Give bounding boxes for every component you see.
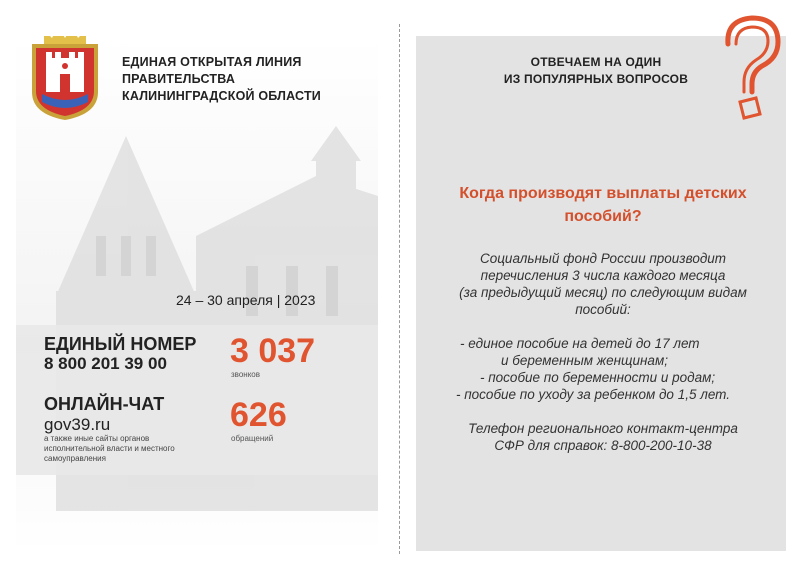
answer-list-item: и беременным женщинам;: [501, 353, 668, 368]
calls-caption: звонков: [231, 370, 260, 379]
chat-website: gov39.ru: [44, 415, 111, 434]
contact-line: СФР для справок: 8-800-200-10-38: [494, 438, 712, 453]
report-period: 24 – 30 апреля | 2023: [176, 292, 316, 308]
answer-list-item: - пособие по уходу за ребенком до 1,5 лет.: [456, 387, 731, 402]
chat-note-line: исполнительной власти и местного: [44, 444, 175, 453]
answer-list-item: - пособие по беременности и родам;: [480, 370, 716, 385]
faq-answer: [430, 250, 776, 454]
chat-note-line: а также иные сайты органов: [44, 434, 150, 443]
answer-line: перечисления 3 числа каждого месяца: [480, 268, 726, 283]
unified-phone-number: 8 800 201 39 00: [44, 354, 167, 373]
faq-header: [476, 54, 716, 88]
dashed-divider: [399, 24, 400, 554]
faq-question: [430, 182, 776, 228]
header-line: ЕДИНАЯ ОТКРЫТАЯ ЛИНИЯ: [122, 55, 302, 69]
answer-line: Социальный фонд России производит: [479, 251, 727, 266]
answer-line: пособий:: [575, 302, 631, 317]
contact-line: Телефон регионального контакт-центра: [468, 421, 738, 436]
chat-note-line: самоуправления: [44, 454, 106, 463]
online-chat-label: ОНЛАЙН-ЧАТ: [44, 394, 165, 414]
question-line: пособий?: [564, 208, 642, 225]
question-mark-icon: [716, 10, 786, 128]
faq-header-line: ОТВЕЧАЕМ НА ОДИН: [530, 55, 662, 69]
faq-header-line: ИЗ ПОПУЛЯРНЫХ ВОПРОСОВ: [503, 72, 689, 86]
header-line: ПРАВИТЕЛЬСТВА: [122, 72, 236, 86]
kaliningrad-coat-of-arms-icon: [26, 36, 104, 122]
hotline-header: [122, 54, 372, 105]
answer-line: (за предыдущий месяц) по следующим видам: [459, 285, 747, 300]
chat-requests-count: 626: [230, 396, 287, 434]
answer-list-item: - единое пособие на детей до 17 лет: [460, 336, 700, 351]
question-line: Когда производят выплаты детских: [459, 185, 747, 202]
chat-note: [44, 434, 214, 464]
calls-count: 3 037: [230, 332, 316, 370]
unified-number-label: ЕДИНЫЙ НОМЕР: [44, 334, 197, 354]
chat-requests-caption: обращений: [231, 434, 274, 443]
header-line: КАЛИНИНГРАДСКОЙ ОБЛАСТИ: [122, 89, 321, 103]
